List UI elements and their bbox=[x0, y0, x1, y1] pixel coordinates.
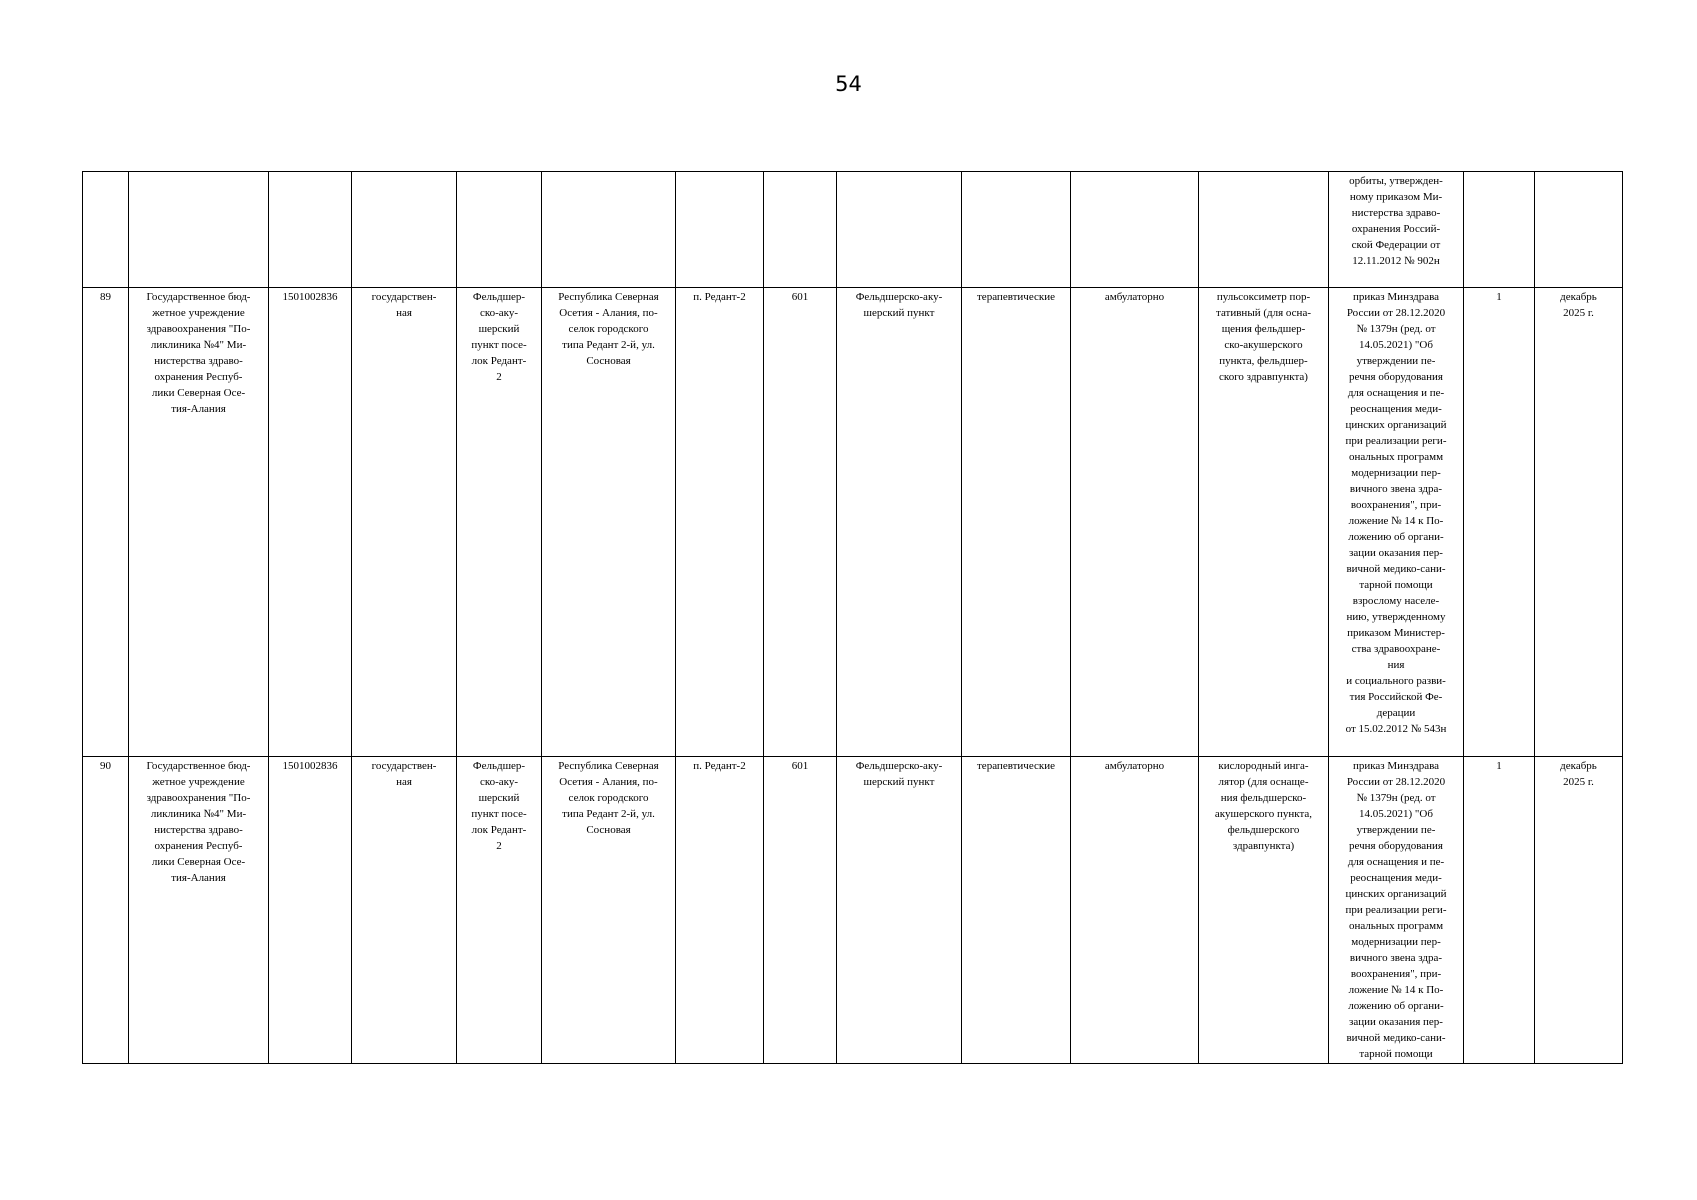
cell-facility bbox=[457, 288, 542, 757]
cell-text-line: тативный (для осна- bbox=[1216, 307, 1311, 319]
cell-text-line: при реализации реги- bbox=[1345, 904, 1447, 916]
cell-empty bbox=[542, 172, 676, 288]
cell-text-line: ному приказом Ми- bbox=[1349, 191, 1443, 203]
cell-text-line: № 1379н (ред. от bbox=[1356, 323, 1436, 335]
cell-text-line: нистерства здраво- bbox=[154, 824, 243, 836]
cell-text-line: орбиты, утвержден- bbox=[1349, 175, 1443, 187]
cell-text-line: шерский пункт bbox=[863, 776, 935, 788]
cell-text-line: Осетия - Алания, по- bbox=[559, 776, 658, 788]
cell-text-line: здравоохранения "По- bbox=[146, 323, 251, 335]
cell-text-line: ложение № 14 к По- bbox=[1348, 984, 1444, 996]
page-number: 54 bbox=[835, 72, 862, 96]
cell-empty bbox=[129, 172, 269, 288]
cell-text-line: ско-аку- bbox=[479, 307, 519, 319]
cell-text-line: акушерского пункта, bbox=[1214, 808, 1313, 820]
cell-profile: терапевтические bbox=[962, 288, 1071, 757]
cell-text-line: 2025 г. bbox=[1563, 776, 1594, 788]
cell-text-line: модернизации пер- bbox=[1351, 936, 1441, 948]
cell-text-line: пункта, фельдшер- bbox=[1219, 355, 1308, 367]
table-row bbox=[83, 757, 1623, 1064]
cell-text-line: реоснащения меди- bbox=[1350, 403, 1442, 415]
cell-text-line: нистерства здраво- bbox=[1351, 207, 1441, 219]
cell-empty bbox=[962, 172, 1071, 288]
cell-text-line: жетное учреждение bbox=[152, 776, 245, 788]
cell-text-line: зации оказания пер- bbox=[1349, 1016, 1443, 1028]
cell-text-line: 14.05.2021) "Об bbox=[1359, 808, 1433, 820]
cell-text-line: Фельдшерско-аку- bbox=[855, 291, 943, 303]
cell-text-line: ложение № 14 к По- bbox=[1348, 515, 1444, 527]
cell-unit-type bbox=[837, 757, 962, 1064]
cell-text-line: лок Редант- bbox=[471, 824, 527, 836]
cell-text-line: ликлиника №4" Ми- bbox=[150, 339, 247, 351]
cell-text-line: государствен- bbox=[371, 760, 437, 772]
cell-text-line: типа Редант 2-й, ул. bbox=[562, 808, 655, 820]
cell-order bbox=[1329, 757, 1464, 1064]
cell-care-form: амбулаторно bbox=[1071, 757, 1199, 1064]
cell-text-line: зации оказания пер- bbox=[1349, 547, 1443, 559]
cell-text-line: тия-Алания bbox=[171, 872, 226, 884]
cell-text-line: селок городского bbox=[568, 792, 649, 804]
cell-text-line: воохранения", при- bbox=[1350, 968, 1442, 980]
cell-text-line: ско-акушерского bbox=[1224, 339, 1303, 351]
cell-text-line: типа Редант 2-й, ул. bbox=[562, 339, 655, 351]
cell-empty bbox=[1071, 172, 1199, 288]
cell-text-line: лятор (для оснаще- bbox=[1218, 776, 1309, 788]
cell-empty bbox=[837, 172, 962, 288]
table-row-continued bbox=[83, 172, 1623, 288]
cell-text-line: вичной медико-сани- bbox=[1346, 563, 1446, 575]
table-row bbox=[83, 288, 1623, 757]
cell-text-line: при реализации реги- bbox=[1345, 435, 1447, 447]
cell-text-line: Республика Северная bbox=[558, 760, 659, 772]
cell-text-line: жетное учреждение bbox=[152, 307, 245, 319]
cell-ownership bbox=[352, 757, 457, 1064]
cell-empty bbox=[352, 172, 457, 288]
cell-address bbox=[542, 288, 676, 757]
cell-text-line: тарной помощи bbox=[1359, 579, 1433, 591]
cell-empty bbox=[764, 172, 837, 288]
cell-text-line: тия-Алания bbox=[171, 403, 226, 415]
cell-ownership bbox=[352, 288, 457, 757]
cell-text-line: ликлиника №4" Ми- bbox=[150, 808, 247, 820]
cell-text-line: нистерства здраво- bbox=[154, 355, 243, 367]
cell-text-line: приказом Министер- bbox=[1347, 627, 1445, 639]
cell-organization bbox=[129, 288, 269, 757]
cell-row-number: 90 bbox=[83, 757, 129, 1064]
cell-text-line: фельдшерского bbox=[1227, 824, 1300, 836]
cell-text-line: лок Редант- bbox=[471, 355, 527, 367]
cell-empty bbox=[83, 172, 129, 288]
cell-deadline bbox=[1535, 288, 1623, 757]
cell-empty bbox=[269, 172, 352, 288]
cell-empty bbox=[676, 172, 764, 288]
cell-text-line: лики Северная Осе- bbox=[151, 856, 246, 868]
cell-text-line: приказ Минздрава bbox=[1352, 291, 1440, 303]
cell-text-line: ской Федерации от bbox=[1351, 239, 1441, 251]
cell-text-line: реоснащения меди- bbox=[1350, 872, 1442, 884]
cell-population: 601 bbox=[764, 757, 837, 1064]
cell-text-line: пульсоксиметр пор- bbox=[1216, 291, 1311, 303]
cell-text-line: щения фельдшер- bbox=[1221, 323, 1306, 335]
cell-text-line: 2025 г. bbox=[1563, 307, 1594, 319]
cell-text-line: ная bbox=[396, 776, 412, 788]
cell-text-line: утверждении пе- bbox=[1356, 824, 1436, 836]
cell-text-line: 14.05.2021) "Об bbox=[1359, 339, 1433, 351]
cell-text-line: России от 28.12.2020 bbox=[1346, 307, 1446, 319]
cell-text-line: и социального разви- bbox=[1346, 675, 1446, 687]
cell-order-continued bbox=[1329, 172, 1464, 288]
cell-order bbox=[1329, 288, 1464, 757]
cell-text-line: охранения Россий- bbox=[1351, 223, 1441, 235]
cell-text-line: речня оборудования bbox=[1349, 371, 1443, 383]
cell-text-line: 12.11.2012 № 902н bbox=[1352, 255, 1440, 267]
cell-text-line: 2 bbox=[496, 840, 502, 852]
cell-text-line: речня оборудования bbox=[1349, 840, 1443, 852]
cell-text-line: вичного звена здра- bbox=[1349, 483, 1443, 495]
cell-text-line: здравпункта) bbox=[1232, 840, 1295, 852]
cell-text-line: лики Северная Осе- bbox=[151, 387, 246, 399]
cell-empty bbox=[457, 172, 542, 288]
cell-text-line: ства здравоохране- bbox=[1351, 643, 1441, 655]
cell-locality: п. Редант-2 bbox=[676, 288, 764, 757]
cell-text-line: для оснащения и пе- bbox=[1347, 387, 1445, 399]
cell-text-line: ско-аку- bbox=[479, 776, 519, 788]
cell-text-line: государствен- bbox=[371, 291, 437, 303]
cell-text-line: пункт посе- bbox=[471, 808, 527, 820]
cell-text-line: Осетия - Алания, по- bbox=[559, 307, 658, 319]
cell-text-line: ния фельдшерско- bbox=[1220, 792, 1307, 804]
cell-text-line: ная bbox=[396, 307, 412, 319]
cell-population: 601 bbox=[764, 288, 837, 757]
cell-equipment bbox=[1199, 288, 1329, 757]
cell-text-line: 2 bbox=[496, 371, 502, 383]
cell-locality: п. Редант-2 bbox=[676, 757, 764, 1064]
cell-text-line: шерский bbox=[478, 792, 520, 804]
cell-text-line: охранения Респуб- bbox=[154, 840, 243, 852]
cell-text-line: ского здравпункта) bbox=[1219, 371, 1308, 383]
cell-text-line: декабрь bbox=[1560, 291, 1597, 303]
cell-text-line: цинских организаций bbox=[1345, 419, 1447, 431]
cell-text-line: ональных программ bbox=[1348, 451, 1444, 463]
cell-text-line: Государственное бюд- bbox=[146, 291, 251, 303]
cell-facility bbox=[457, 757, 542, 1064]
cell-text-line: России от 28.12.2020 bbox=[1346, 776, 1446, 788]
cell-text-line: воохранения", при- bbox=[1350, 499, 1442, 511]
cell-text-line: утверждении пе- bbox=[1356, 355, 1436, 367]
cell-organization bbox=[129, 757, 269, 1064]
cell-text-line: шерский пункт bbox=[863, 307, 935, 319]
cell-text-line: приказ Минздрава bbox=[1352, 760, 1440, 772]
cell-text-line: ложению об органи- bbox=[1348, 531, 1444, 543]
cell-text-line: шерский bbox=[478, 323, 520, 335]
cell-quantity: 1 bbox=[1464, 757, 1535, 1064]
cell-deadline bbox=[1535, 757, 1623, 1064]
cell-text-line: Государственное бюд- bbox=[146, 760, 251, 772]
cell-text-line: Сосновая bbox=[586, 824, 631, 836]
cell-text-line: тарной помощи bbox=[1359, 1048, 1433, 1060]
cell-address bbox=[542, 757, 676, 1064]
cell-text-line: Сосновая bbox=[586, 355, 631, 367]
cell-text-line: охранения Респуб- bbox=[154, 371, 243, 383]
cell-unit-type bbox=[837, 288, 962, 757]
cell-inn: 1501002836 bbox=[269, 757, 352, 1064]
cell-text-line: ния bbox=[1387, 659, 1405, 671]
cell-text-line: Фельдшер- bbox=[472, 291, 526, 303]
cell-empty bbox=[1464, 172, 1535, 288]
cell-text-line: здравоохранения "По- bbox=[146, 792, 251, 804]
cell-text-line: пункт посе- bbox=[471, 339, 527, 351]
cell-text-line: селок городского bbox=[568, 323, 649, 335]
cell-text-line: дерации bbox=[1376, 707, 1416, 719]
cell-text-line: ложению об органи- bbox=[1348, 1000, 1444, 1012]
cell-inn: 1501002836 bbox=[269, 288, 352, 757]
cell-text-line: вичной медико-сани- bbox=[1346, 1032, 1446, 1044]
cell-text-line: взрослому населе- bbox=[1352, 595, 1440, 607]
cell-text-line: декабрь bbox=[1560, 760, 1597, 772]
cell-text-line: нию, утвержденному bbox=[1346, 611, 1446, 623]
cell-empty bbox=[1199, 172, 1329, 288]
cell-text-line: кислородный инга- bbox=[1218, 760, 1309, 772]
cell-equipment bbox=[1199, 757, 1329, 1064]
cell-empty bbox=[1535, 172, 1623, 288]
cell-quantity: 1 bbox=[1464, 288, 1535, 757]
cell-text-line: для оснащения и пе- bbox=[1347, 856, 1445, 868]
cell-row-number: 89 bbox=[83, 288, 129, 757]
cell-text-line: от 15.02.2012 № 543н bbox=[1345, 723, 1447, 735]
cell-text-line: Республика Северная bbox=[558, 291, 659, 303]
equipment-table bbox=[82, 171, 1623, 1064]
cell-text-line: Фельдшерско-аку- bbox=[855, 760, 943, 772]
cell-text-line: тия Российской Фе- bbox=[1349, 691, 1443, 703]
cell-text-line: ональных программ bbox=[1348, 920, 1444, 932]
cell-text-line: вичного звена здра- bbox=[1349, 952, 1443, 964]
cell-text-line: цинских организаций bbox=[1345, 888, 1447, 900]
cell-text-line: № 1379н (ред. от bbox=[1356, 792, 1436, 804]
cell-text-line: модернизации пер- bbox=[1351, 467, 1441, 479]
cell-profile: терапевтические bbox=[962, 757, 1071, 1064]
cell-care-form: амбулаторно bbox=[1071, 288, 1199, 757]
cell-text-line: Фельдшер- bbox=[472, 760, 526, 772]
